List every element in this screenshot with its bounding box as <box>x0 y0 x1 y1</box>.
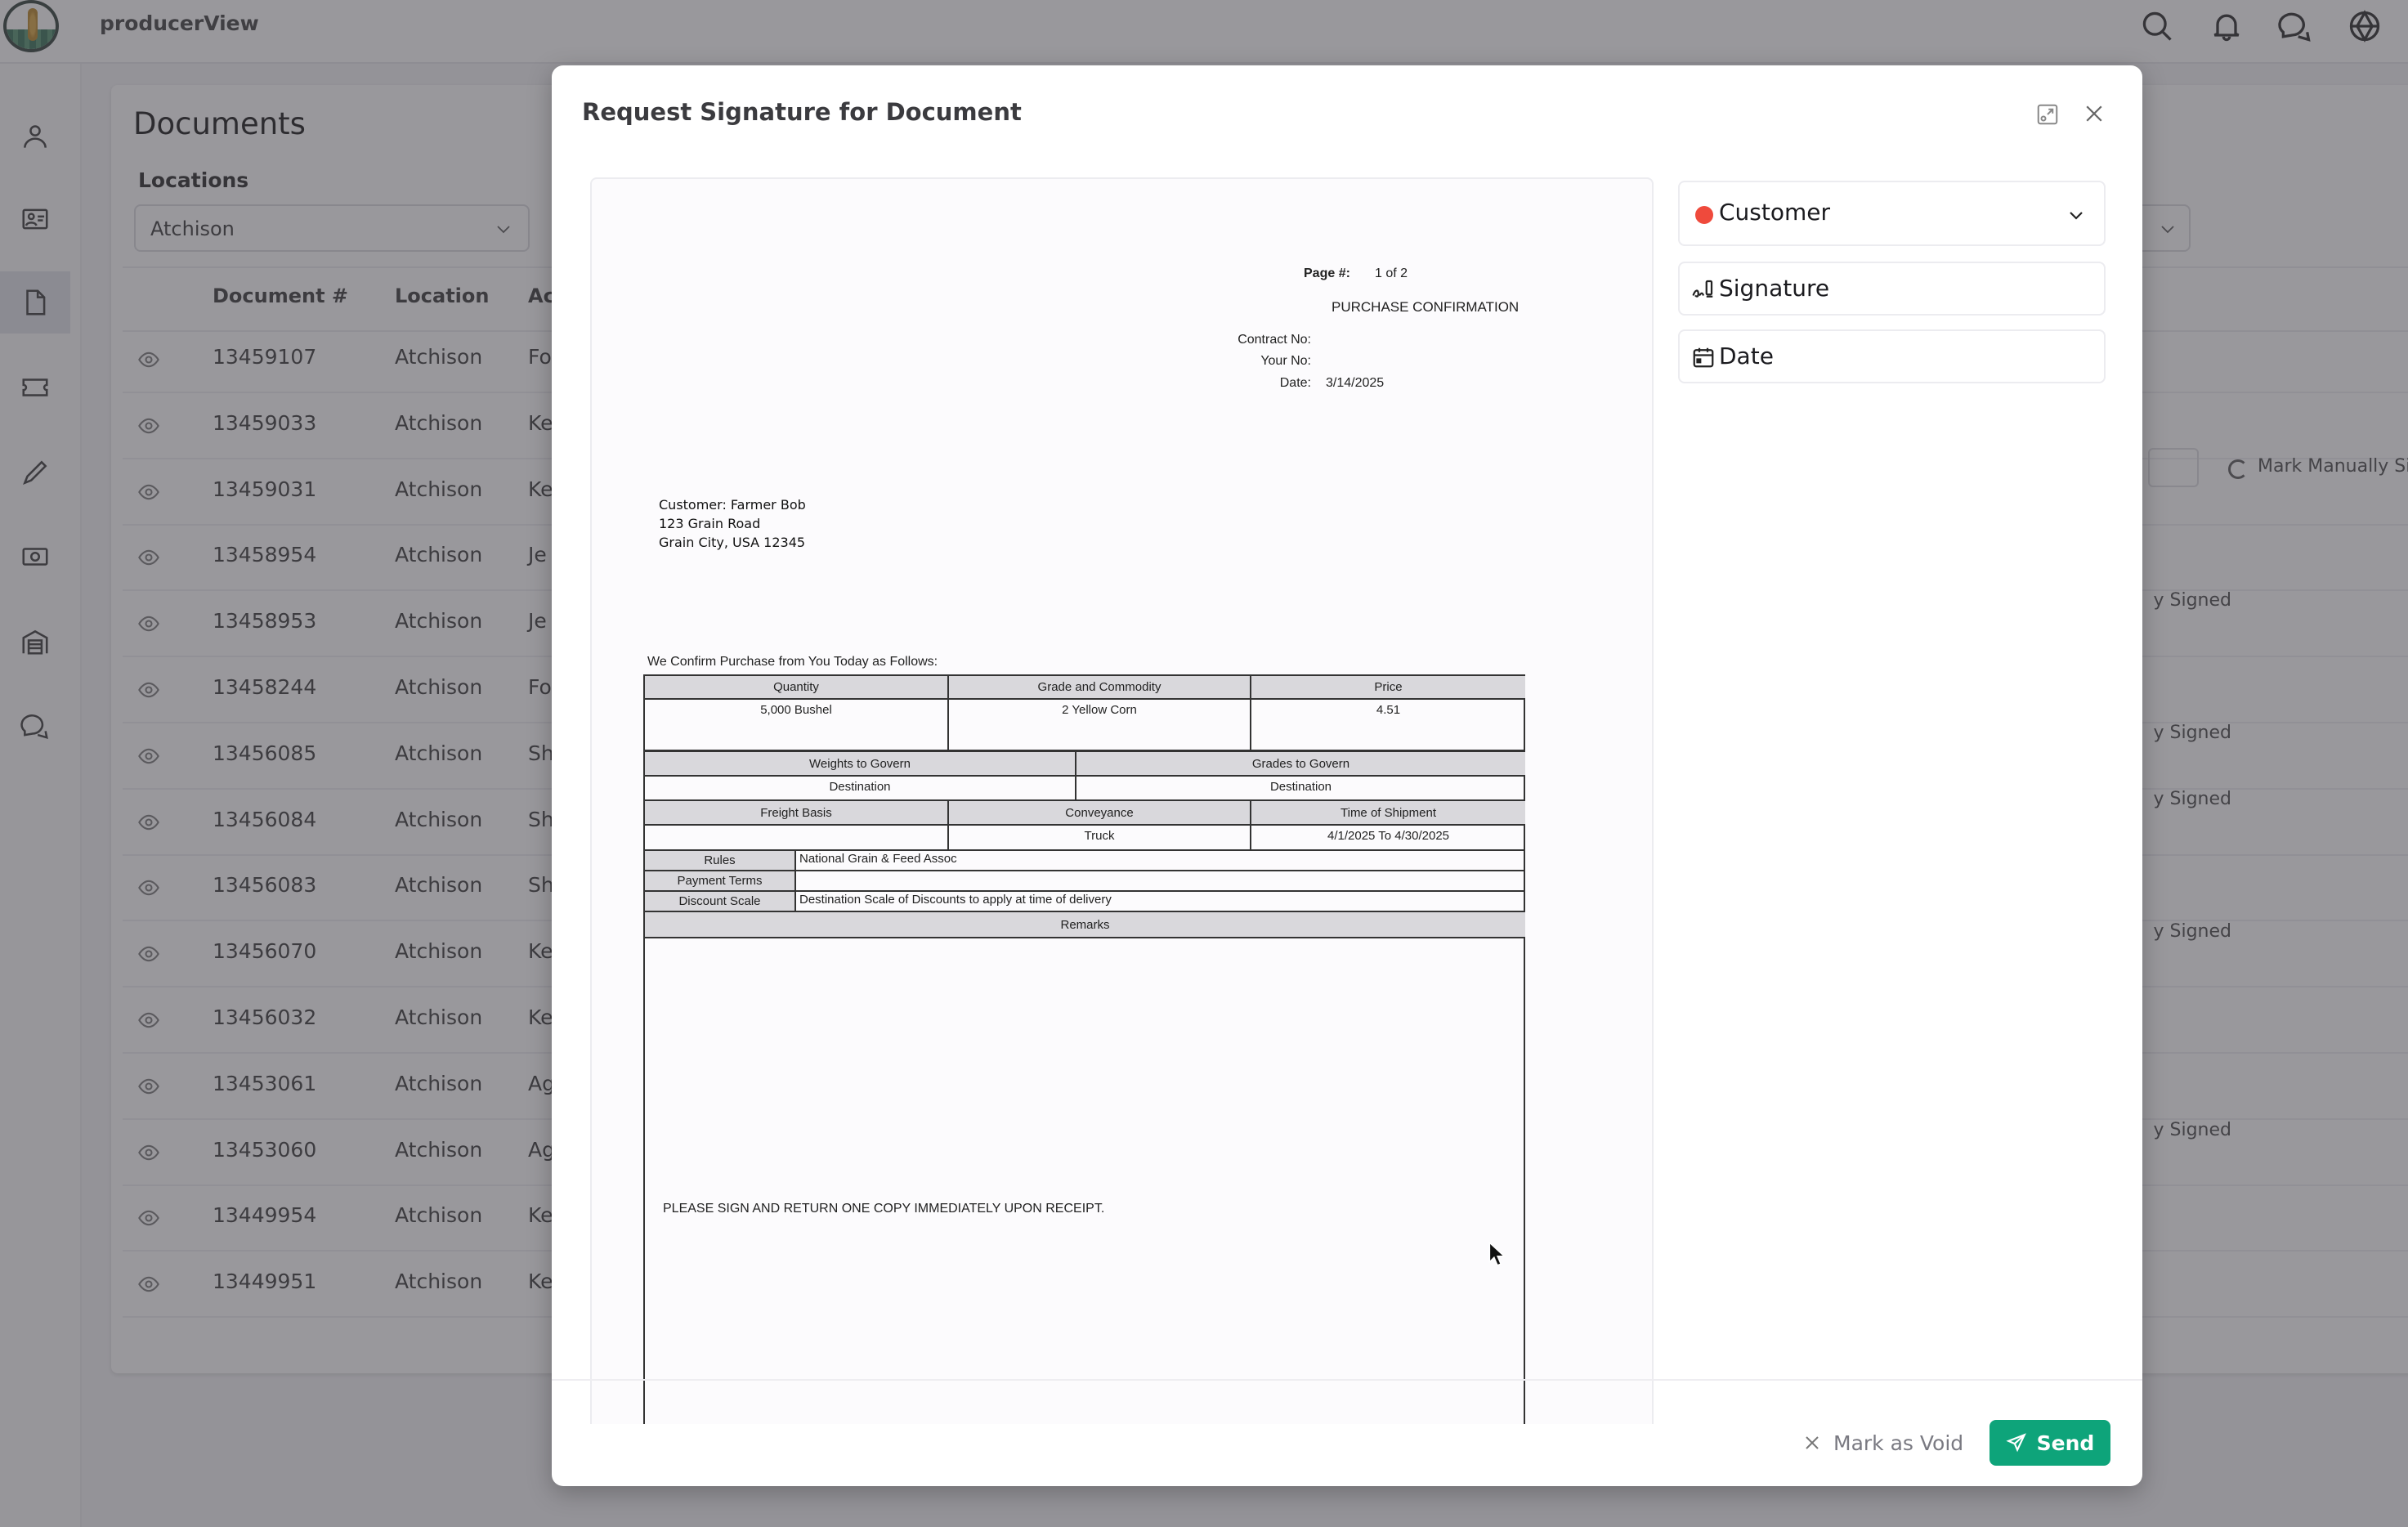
freight-header: Freight Basis <box>645 801 949 826</box>
date-value: 3/14/2025 <box>1326 376 1385 390</box>
signature-field-label: Signature <box>1719 275 1830 302</box>
grade-header: Grade and Commodity <box>949 676 1251 700</box>
customer-name: Customer: Farmer Bob <box>659 497 806 513</box>
quantity-value: 5,000 Bushel <box>645 700 949 752</box>
your-no-label: Your No: <box>1260 354 1311 368</box>
signature-icon <box>1691 277 1716 302</box>
weights-header: Weights to Govern <box>645 752 1076 777</box>
discount-scale-label: Discount Scale <box>645 892 796 912</box>
close-icon[interactable] <box>2082 101 2106 126</box>
price-value: 4.51 <box>1251 700 1525 752</box>
page-number-value: 1 of 2 <box>1375 266 1408 280</box>
grades-value: Destination <box>1076 777 1525 801</box>
modal-title: Request Signature for Document <box>582 98 1022 126</box>
rules-value: National Grain & Feed Assoc <box>796 851 1525 871</box>
chevron-down-icon <box>2066 205 2086 225</box>
shipment-value: 4/1/2025 To 4/30/2025 <box>1251 826 1525 851</box>
grade-value: 2 Yellow Corn <box>949 700 1251 752</box>
document-heading: PURCHASE CONFIRMATION <box>1332 299 1520 315</box>
signature-field-button[interactable] <box>1678 262 2106 316</box>
customer-city: Grain City, USA 12345 <box>659 535 806 550</box>
quantity-header: Quantity <box>645 676 949 700</box>
weights-value: Destination <box>645 777 1076 801</box>
date-field-button[interactable] <box>1678 329 2106 383</box>
price-header: Price <box>1251 676 1525 700</box>
send-label: Send <box>2036 1431 2095 1455</box>
document-preview[interactable] <box>590 177 1654 1424</box>
page-number-label: Page #: <box>1304 266 1350 280</box>
confirm-intro: We Confirm Purchase from You Today as Follows: <box>647 655 938 669</box>
freight-value <box>645 826 949 851</box>
date-label: Date: <box>1279 376 1311 390</box>
purchase-table <box>643 674 1525 1424</box>
request-signature-modal <box>552 65 2142 1486</box>
send-button[interactable] <box>1990 1420 2110 1466</box>
discount-scale-value: Destination Scale of Discounts to apply at time of delivery <box>796 892 1525 912</box>
conveyance-value: Truck <box>949 826 1251 851</box>
contract-no-label: Contract No: <box>1238 333 1311 347</box>
sign-notice: PLEASE SIGN AND RETURN ONE COPY IMMEDIATELY UPON RECEIPT. <box>663 1202 1105 1216</box>
rules-label: Rules <box>645 851 796 871</box>
expand-icon[interactable] <box>2035 102 2060 127</box>
recipient-label: Customer <box>1719 199 1831 226</box>
recipient-select[interactable] <box>1678 181 2106 246</box>
footer-divider <box>552 1379 2142 1381</box>
remarks-header: Remarks <box>645 912 1525 938</box>
payment-terms-label: Payment Terms <box>645 871 796 892</box>
payment-terms-value <box>796 871 1525 892</box>
document-page <box>592 179 1654 1424</box>
shipment-header: Time of Shipment <box>1251 801 1525 826</box>
grades-header: Grades to Govern <box>1076 752 1525 777</box>
calendar-icon <box>1691 345 1716 369</box>
mark-as-void-label: Mark as Void <box>1833 1431 1964 1455</box>
recipient-color-dot <box>1695 206 1713 224</box>
close-icon <box>1802 1433 1822 1453</box>
mark-as-void-button[interactable] <box>1802 1420 1963 1466</box>
mouse-cursor <box>1488 1242 1506 1266</box>
date-field-label: Date <box>1719 343 1774 369</box>
send-icon <box>2006 1432 2027 1453</box>
conveyance-header: Conveyance <box>949 801 1251 826</box>
customer-street: 123 Grain Road <box>659 516 761 531</box>
